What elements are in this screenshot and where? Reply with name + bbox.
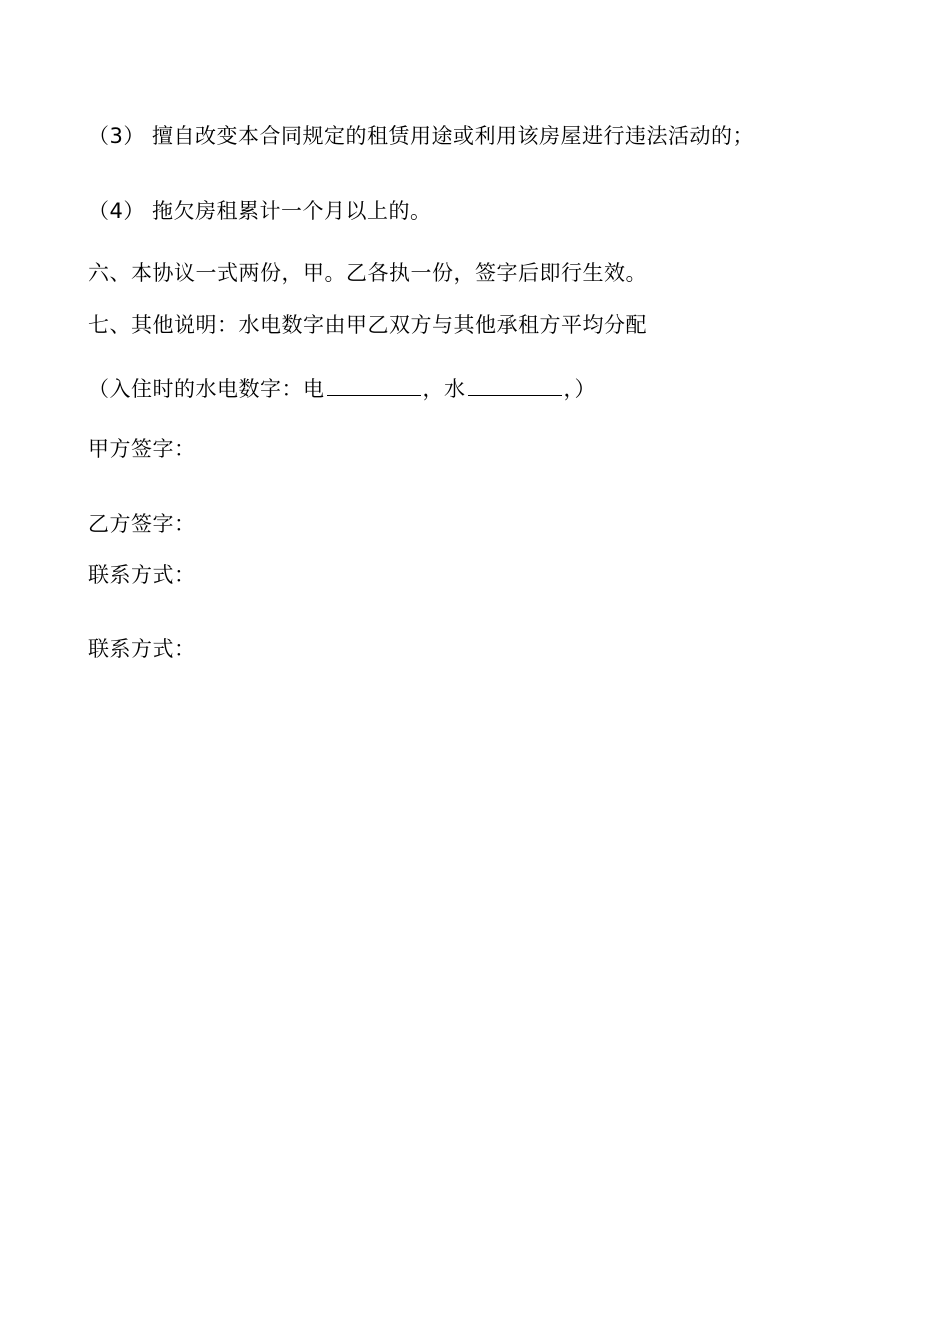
party-b-signature-label: 乙方签字： (88, 512, 196, 536)
water-blank[interactable] (468, 373, 562, 396)
meter-prefix: （入住时的水电数字：电 (88, 377, 325, 401)
clause-item-4: （4） 拖欠房租累计一个月以上的。 (88, 199, 432, 223)
contact-label-2: 联系方式： (88, 637, 196, 661)
electricity-blank[interactable] (327, 373, 421, 396)
party-a-signature-label: 甲方签字： (88, 437, 196, 461)
clause-seven: 七、其他说明：水电数字由甲乙双方与其他承租方平均分配 (88, 313, 647, 337)
contact-label-1: 联系方式： (88, 563, 196, 587)
meter-reading-line (88, 373, 596, 403)
meter-suffix: ，） (563, 377, 596, 401)
clause-six: 六、本协议一式两份，甲。乙各执一份，签字后即行生效。 (88, 261, 647, 285)
clause-item-3: （3） 擅自改变本合同规定的租赁用途或利用该房屋进行违法活动的； (88, 124, 755, 148)
meter-mid: ，水 (422, 377, 466, 401)
